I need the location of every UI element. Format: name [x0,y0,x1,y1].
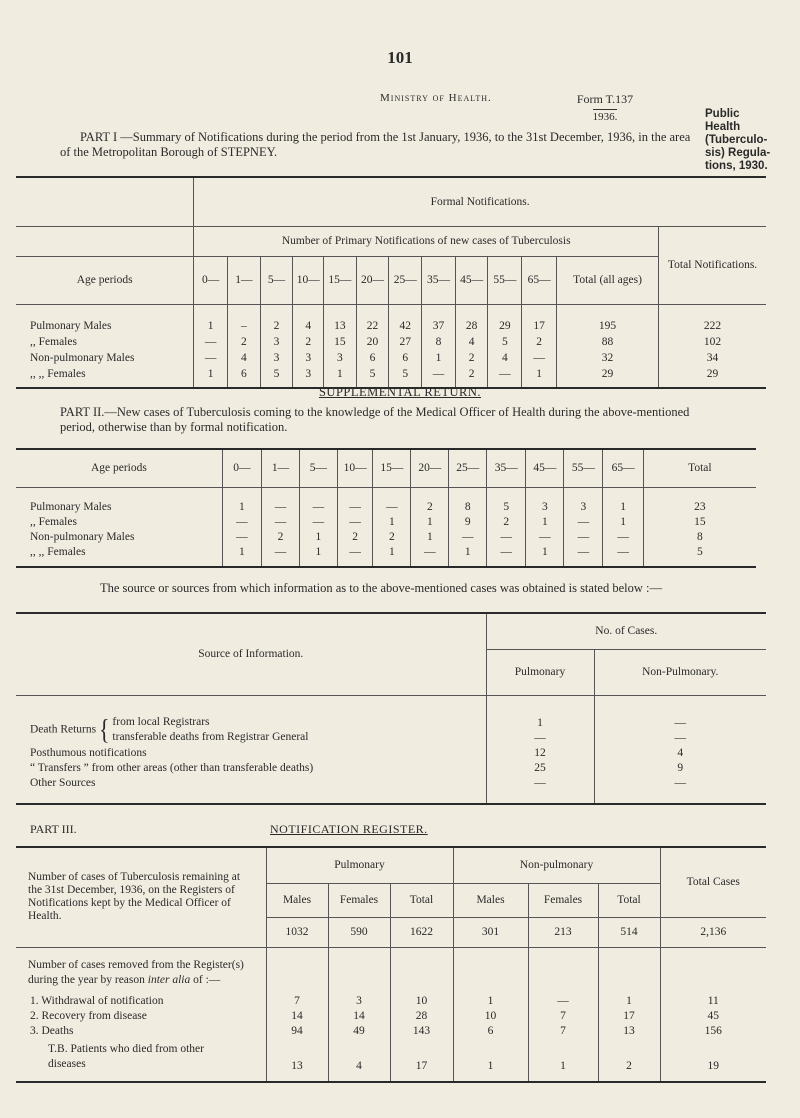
age-col-header: 5— [260,256,293,304]
age-col-header: 1— [261,449,299,487]
cell: 1 [449,544,487,559]
cell: 4 [488,350,522,366]
cell: 7 [528,1023,598,1038]
cell: 156 [660,1023,766,1038]
cell-notifications: 29 [659,366,766,382]
cell: 3 [260,334,293,350]
cell: 17 [522,318,557,334]
table-row [16,350,766,366]
ministry-heading: Ministry of Health. [380,92,492,104]
cell: 1032 [266,917,328,947]
table-row [16,514,756,529]
cell: — [603,544,643,559]
age-col-header: 45— [526,449,564,487]
cell-non-pulmonary: — [594,715,766,730]
cell: – [228,318,261,334]
cell: 1 [324,366,357,382]
non-pulmonary-header: Non-pulmonary [453,847,660,883]
row-label: Other Sources [30,776,96,789]
cell: 1 [453,1038,528,1072]
row-label: Pulmonary Males [30,500,112,513]
cell: — [222,529,261,544]
cell: 5 [356,366,389,382]
cell: — [299,499,337,514]
row-label: Pulmonary Males [30,320,112,332]
cell: 37 [422,318,456,334]
cell: 13 [266,1038,328,1072]
row-label: T.B. Patients who died from other diseases [48,1043,204,1070]
cell-total: 195 [556,318,658,334]
cell-total: 15 [643,514,756,529]
cell: 1 [373,514,411,529]
cell: 3 [526,499,564,514]
supplemental-title: SUPPLEMENTAL RETURN. [318,385,481,399]
death-returns-cell [16,715,486,745]
females-header: Females [528,883,598,917]
cell: 590 [328,917,390,947]
age-col-header: 25— [449,449,487,487]
cell: — [261,544,299,559]
age-col-header: 5— [299,449,337,487]
cell: 2 [228,334,261,350]
cell-total: 32 [556,350,658,366]
cell: 10 [453,1008,528,1023]
part2-title: PART II.—New cases of Tuberculosis coming to the knowledge of the Medical Officer of Health during the above-mentioned period, otherwise than by formal notification. [60,405,690,434]
table-row [16,1023,766,1038]
cell: 6 [356,350,389,366]
removed-intro: Number of cases removed from the Register(s) during the year by reason [28,958,244,986]
age-col-header: 35— [422,256,456,304]
primary-notifications-header: Number of Primary Notifications of new cases of Tuberculosis [194,226,659,256]
cell: — [564,544,603,559]
pulmonary-header: Pulmonary [266,847,453,883]
cell: — [337,514,373,529]
cell: 4 [455,334,488,350]
table-row [16,366,766,382]
cell: 1 [299,529,337,544]
cell-non-pulmonary: — [594,775,766,790]
cell: — [337,544,373,559]
cell: 3 [328,993,390,1008]
side-note-line: (Tuberculo- [705,134,768,146]
cell: 5 [260,366,293,382]
row-label: transferable deaths from Registrar General [112,731,309,743]
age-periods-header: Age periods [90,462,147,475]
cell: — [261,514,299,529]
cell: 1 [528,1038,598,1072]
cell: 1 [603,499,643,514]
cell-notifications: 102 [659,334,766,350]
cell: 4 [228,350,261,366]
row-label: “ Transfers ” from other areas (other than transferable deaths) [30,761,314,774]
cell-non-pulmonary: 4 [594,745,766,760]
cell: 14 [328,1008,390,1023]
age-col-header: 10— [293,256,324,304]
cell: 1 [603,514,643,529]
cell: — [299,514,337,529]
cell: 3 [324,350,357,366]
cell-pulmonary: 25 [486,760,594,775]
cell: 1 [526,544,564,559]
age-col-header: 35— [487,449,526,487]
age-periods-header: Age periods [76,274,133,286]
blank-cell [16,178,194,226]
females-header: Females [328,883,390,917]
cell-total: 29 [556,366,658,382]
pulmonary-header: Pulmonary [486,649,594,695]
age-col-header: 65— [603,449,643,487]
table-row [16,318,766,334]
cell: 2 [455,366,488,382]
cell: — [487,544,526,559]
age-col-header: 15— [373,449,411,487]
cell: 49 [328,1023,390,1038]
cell: 1622 [390,917,453,947]
cell: — [373,499,411,514]
cell: 6 [389,350,422,366]
cell: 7 [528,1008,598,1023]
cell: 1 [222,544,261,559]
cell: 2 [260,318,293,334]
cell: 42 [389,318,422,334]
cell: 4 [293,318,324,334]
total-notifications-header: Total Notifications. [659,226,766,304]
age-col-header: 1— [228,256,261,304]
cell: 6 [453,1023,528,1038]
cell: 3 [260,350,293,366]
cell: 7 [266,993,328,1008]
total-cases-header: Total Cases [660,847,766,917]
inter-alia: inter alia [147,973,191,986]
cell: 17 [390,1038,453,1072]
table-row [16,1008,766,1023]
cell: — [261,499,299,514]
row-label: from local Registrars [112,716,210,728]
age-col-header: 55— [564,449,603,487]
cell: 2 [293,334,324,350]
side-note [705,108,800,173]
cell: 94 [266,1023,328,1038]
cell: — [522,350,557,366]
cell: 20 [356,334,389,350]
cell: 29 [488,318,522,334]
cell-notifications: 222 [659,318,766,334]
age-col-header: 20— [411,449,449,487]
cell: 6 [228,366,261,382]
cell: 1 [194,366,228,382]
cell: 1 [373,544,411,559]
age-col-header: 20— [356,256,389,304]
total-all-ages-header: Total (all ages) [556,256,658,304]
cell-total: 5 [643,544,756,559]
cell: — [564,514,603,529]
age-col-header: 25— [389,256,422,304]
cell: 1 [453,993,528,1008]
side-note-line: tions, 1930. [705,160,768,172]
cell-non-pulmonary: — [594,730,766,745]
cell-pulmonary: 12 [486,745,594,760]
age-col-header: 45— [455,256,488,304]
cell-pulmonary: — [486,775,594,790]
cell: — [487,529,526,544]
cell: 11 [660,993,766,1008]
cell: — [603,529,643,544]
cell-non-pulmonary: 9 [594,760,766,775]
row-label: ,, ,, Females [30,368,86,380]
cell: — [564,529,603,544]
cell: 2 [411,499,449,514]
cell: 1 [422,350,456,366]
table-row [16,775,766,790]
form-number: Form T.137 [576,92,634,106]
cell: 2 [261,529,299,544]
form-reference [565,92,645,124]
cell: — [526,529,564,544]
cell: 27 [389,334,422,350]
cell: — [528,993,598,1008]
age-col-header: 10— [337,449,373,487]
cell: 1 [598,993,660,1008]
cell: 1 [526,514,564,529]
cell: 17 [598,1008,660,1023]
cell: 8 [422,334,456,350]
register-table [16,846,766,1083]
row-label: Non-pulmonary Males [30,352,135,364]
sources-intro: The source or sources from which information as to the above-mentioned cases was obtained is stated below :— [100,581,662,595]
source-header: Source of Information. [16,613,486,695]
cell: 2 [598,1038,660,1072]
cell: 2 [522,334,557,350]
cell: 5 [488,334,522,350]
cell: 5 [389,366,422,382]
cell: 143 [390,1023,453,1038]
cell: 45 [660,1008,766,1023]
cell: — [222,514,261,529]
blank-cell [16,226,194,256]
total-header: Total [390,883,453,917]
cell: 1 [299,544,337,559]
cell: 1 [522,366,557,382]
cell: 28 [390,1008,453,1023]
cell-total: 8 [643,529,756,544]
cell: — [449,529,487,544]
cases-header: No. of Cases. [486,613,766,649]
cell: 2 [487,514,526,529]
cell: 2 [337,529,373,544]
row-label: 2. Recovery from disease [30,1009,147,1022]
cell: 2,136 [660,917,766,947]
males-header: Males [453,883,528,917]
cell: — [194,334,228,350]
part1-table [16,178,766,389]
table-row [16,760,766,775]
table-row [16,715,766,730]
cell-total: 23 [643,499,756,514]
total-header: Total [598,883,660,917]
table-row [16,544,756,559]
cell: 15 [324,334,357,350]
age-col-header: 65— [522,256,557,304]
notification-register-title: NOTIFICATION REGISTER. [270,822,428,836]
table-row [16,529,756,544]
cell: 8 [449,499,487,514]
cell: — [422,366,456,382]
cell: — [411,544,449,559]
cell: 514 [598,917,660,947]
table-row [16,745,766,760]
form-year: 1936. [592,111,618,123]
table-row [16,334,766,350]
table-row [16,993,766,1008]
row-label: 3. Deaths [30,1024,74,1037]
side-note-line: sis) Regula- [705,147,771,159]
cell-pulmonary: — [486,730,594,745]
cell: 9 [449,514,487,529]
cell: — [337,499,373,514]
cell: 213 [528,917,598,947]
cell: 1 [194,318,228,334]
part1-title: PART I —Summary of Notifications during the period from the 1st January, 1936, to the 31st December, 1936, in the area of the Metropolitan Borough of STEPNEY. [60,130,691,159]
of-label: of :— [193,973,221,986]
formal-notifications-header: Formal Notifications. [194,178,766,226]
cell-notifications: 34 [659,350,766,366]
remaining-intro: Number of cases of Tuberculosis remaining at the 31st December, 1936, on the Registers of Notifications kept by the Medical Officer of Health. [28,871,241,923]
cell: 19 [660,1038,766,1072]
side-note-line: Public [705,108,740,120]
cell: 13 [324,318,357,334]
row-label: ,, Females [30,515,77,528]
cell: — [194,350,228,366]
cell: 2 [455,350,488,366]
sources-table [16,612,766,805]
total-header: Total [643,449,756,487]
cell: 13 [598,1023,660,1038]
cell: 1 [411,514,449,529]
cell: 3 [564,499,603,514]
cell: 3 [293,366,324,382]
cell-total: 88 [556,334,658,350]
cell: 301 [453,917,528,947]
table-row [16,499,756,514]
cell: 14 [266,1008,328,1023]
age-col-header: 0— [222,449,261,487]
cell: 3 [293,350,324,366]
cell: 1 [222,499,261,514]
page-number: 101 [387,48,413,67]
death-returns-label: Death Returns [30,723,97,736]
side-note-line: Health [705,121,741,133]
table-row [16,1038,766,1072]
cell: 1 [411,529,449,544]
males-header: Males [266,883,328,917]
row-label: 1. Withdrawal of notification [30,994,164,1007]
cell: 22 [356,318,389,334]
cell-pulmonary: 1 [486,715,594,730]
part3-label: PART III. [30,822,77,836]
cell: 5 [487,499,526,514]
row-label: ,, Females [30,336,77,348]
row-label: Non-pulmonary Males [30,530,135,543]
removed-intro-cell [16,947,266,993]
brace-icon: { [98,713,110,746]
row-label: ,, ,, Females [30,545,86,558]
cell: — [488,366,522,382]
row-label: Posthumous notifications [30,746,147,759]
age-col-header: 15— [324,256,357,304]
non-pulmonary-header: Non-Pulmonary. [594,649,766,695]
cell: 28 [455,318,488,334]
age-col-header: 55— [488,256,522,304]
part2-table [16,448,756,568]
cell: 4 [328,1038,390,1072]
age-col-header: 0— [194,256,228,304]
cell: 2 [373,529,411,544]
cell: 10 [390,993,453,1008]
